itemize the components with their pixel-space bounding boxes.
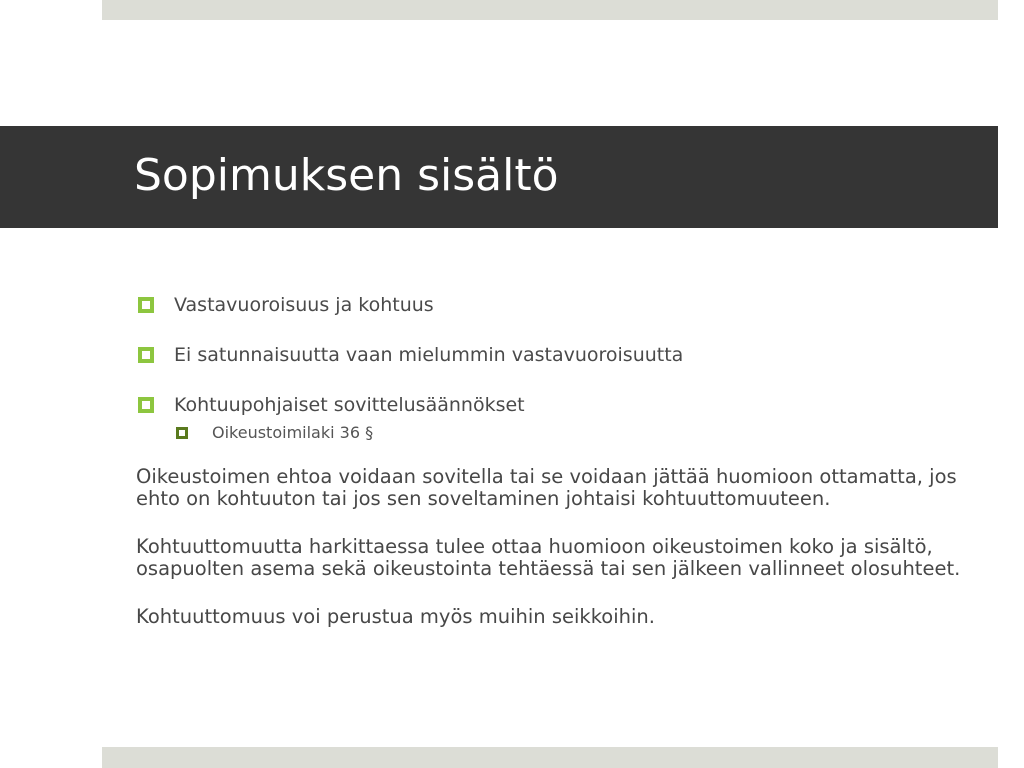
body-paragraph: Kohtuuttomuutta harkittaessa tulee ottaa huomioon oikeustoimen koko ja sisältö, osapuolten asema sekä oikeustointa tehtäessä tai sen jälkeen vallinneet olosuhteet. (136, 535, 961, 580)
slide-content (136, 292, 966, 628)
bullet-item (136, 342, 966, 368)
top-decorative-band (102, 0, 998, 20)
square-bullet-icon (138, 297, 154, 313)
bullet-text: Vastavuoroisuus ja kohtuus (174, 294, 434, 316)
square-bullet-icon (138, 347, 154, 363)
bullet-list (136, 292, 966, 444)
small-square-bullet-icon (176, 427, 188, 439)
bullet-item (136, 392, 966, 444)
slide-title: Sopimuksen sisältö (134, 150, 559, 201)
sub-bullet-text: Oikeustoimilaki 36 § (212, 423, 374, 442)
sub-bullet-list (174, 422, 966, 444)
bullet-item (136, 292, 966, 318)
square-bullet-icon (138, 397, 154, 413)
sub-bullet-item (136, 422, 966, 444)
body-paragraph: Oikeustoimen ehtoa voidaan sovitella tai se voidaan jättää huomioon ottamatta, jos ehto on kohtuuton tai jos sen soveltaminen johtaisi kohtuuttomuuteen. (136, 465, 957, 510)
body-paragraph: Kohtuuttomuus voi perustua myös muihin seikkoihin. (136, 605, 655, 628)
bullet-text: Ei satunnaisuutta vaan mielummin vastavuoroisuutta (174, 344, 684, 366)
bottom-decorative-band (102, 747, 998, 768)
bullet-text: Kohtuupohjaiset sovittelusäännökset (174, 394, 525, 416)
